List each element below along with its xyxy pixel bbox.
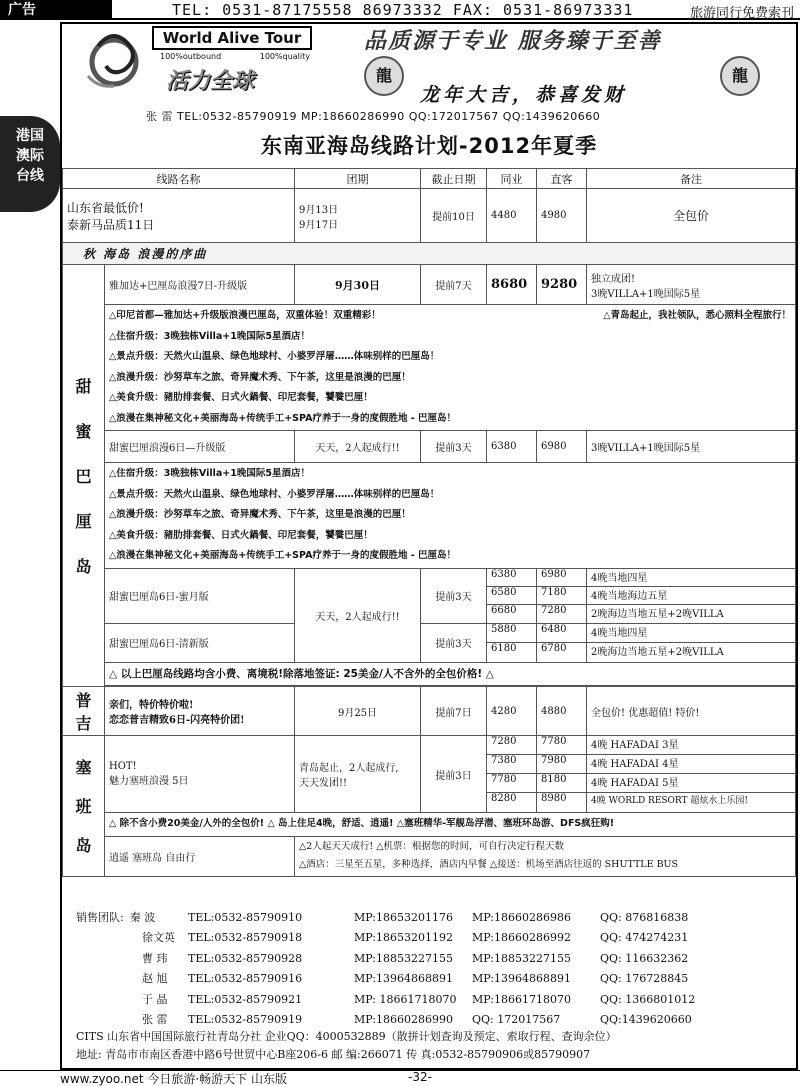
sales-qq: QQ: 176728845 [600, 972, 689, 986]
region-label [63, 736, 105, 877]
col-header: 备注 [587, 169, 796, 189]
trade-price: 6380 [487, 431, 537, 463]
sales-tel: TEL:0532-85790921 [188, 992, 303, 1006]
sales-tel: TEL:0532-85790918 [188, 931, 303, 945]
route-date: 9月25日 [295, 687, 421, 736]
trade-price: 8680 [487, 265, 537, 305]
route-deadline: 提前7天 [421, 265, 487, 305]
route-date: 天天，2人起成行!! [295, 568, 421, 662]
route-date [295, 189, 421, 243]
sales-tel: TEL:0532-85790919 [188, 1013, 303, 1027]
route-note: 2晚海边当地五星+2晚VILLA [591, 608, 724, 620]
side-tab-line: 台线 [16, 168, 44, 184]
company-info: CITS 山东省中国国际旅行社青岛分社 企业QQ：4000532889（散拼计划查询及预定、索取行程、查询余位） [76, 1030, 617, 1043]
note-line: △美食升级：豬肋排套餐、日式火鍋餐、印尼套餐，饕餮巴厘！ [109, 392, 373, 403]
col-header: 团期 [295, 169, 421, 189]
retail-price: 4980 [537, 189, 587, 243]
sales-mobile: MP:18653201192 [354, 931, 453, 945]
sales-row [76, 990, 695, 1010]
route-name [63, 189, 295, 243]
sales-row [76, 949, 695, 969]
route-date-line: 青岛起止，2人起成行, [299, 763, 399, 774]
retail-price: 8180 [537, 774, 587, 792]
trade-price: 6380 [487, 569, 537, 586]
sales-row [76, 969, 695, 989]
retail-price: 9280 [537, 265, 587, 305]
route-note: 2晚海边当地五星+2晚VILLA [591, 646, 724, 658]
retail-price: 7980 [537, 755, 587, 773]
note-line: △景点升级：天然火山温泉、绿色地球村、小婆罗浮屠……体味别样的巴厘岛！ [109, 488, 440, 500]
table-row[interactable] [63, 736, 796, 813]
dragon-icon: 龍 [720, 56, 760, 96]
feature-notes [105, 305, 796, 431]
sales-mobile: MP:18660286986 [472, 911, 571, 924]
price-note: △ 以上巴厘岛线路均含小费、离境税!除落地签证: 25美金/人不含外的全包价格! △ [105, 662, 796, 686]
route-name-line: 魅力塞班浪漫 5日 [109, 776, 189, 787]
trade-price: 7280 [487, 736, 537, 754]
route-date-line: 天天发团!! [299, 778, 348, 789]
price-subrow [487, 736, 795, 755]
route-note: 4晚 WORLD RESORT 超炫水上乐园! [591, 796, 749, 806]
slogan: 品质源于专业 服务臻于至善 [364, 28, 662, 54]
route-name [105, 687, 295, 736]
logo-swirl-icon [78, 26, 150, 92]
sales-mobile: MP:18660286990 [354, 1013, 453, 1027]
route-note: 4晚 HAFADAI 4星 [591, 759, 679, 770]
sales-qq: QQ: 116632362 [600, 951, 689, 965]
route-date-line: 9月13日 [299, 204, 339, 216]
price-note: △ 除不含小费20美金/人外的全包价! △ 岛上住足4晚，舒适、逍遥! △塞班精华-军舰岛浮潜、塞班环岛游、DFS疯狂购! [105, 813, 796, 837]
table-row[interactable] [63, 836, 796, 876]
sales-name: 张 雷 [142, 1013, 168, 1027]
route-note [295, 836, 796, 876]
sales-qq: QQ: 1366801012 [600, 992, 696, 1006]
logo-tagline-right: 100%quality [259, 52, 310, 61]
retail-price: 7780 [537, 736, 587, 754]
ad-tag: 广告 [0, 0, 112, 20]
side-tab-line: 港国 [16, 128, 44, 144]
col-header: 线路名称 [63, 169, 295, 189]
note-text: △印尼首都—雅加达+升级版浪漫巴厘岛，双重体验！双重精彩！ [109, 310, 381, 321]
price-subrow [487, 755, 795, 774]
sales-mobile: MP:18853227155 [354, 951, 453, 965]
logo-tagline [160, 52, 310, 61]
price-subrow [487, 774, 795, 793]
region-char: 巴 [75, 467, 92, 486]
price-subtable [487, 568, 796, 623]
contact-top: 张 雷 TEL:0532-85790919 MP:18660286990 QQ:172017567 QQ:1439620660 [146, 110, 601, 123]
price-subrow [487, 643, 795, 662]
sales-team [76, 908, 695, 1030]
header-phone-line: TEL: 0531-87175558 86973332 FAX: 0531-86973331 [172, 1, 634, 19]
retail-price: 6980 [537, 569, 587, 586]
region-char: 岛 [75, 836, 92, 856]
table-row[interactable] [63, 265, 796, 305]
note-line: △美食升级：豬肋排套餐、日式火鍋餐、印尼套餐，饕餮巴厘！ [109, 529, 373, 541]
route-note: 全包价 [587, 189, 796, 243]
sales-mobile: MP:18661718070 [472, 992, 571, 1006]
section-heading: 秋 海岛 浪漫的序曲 [63, 243, 796, 265]
retail-price: 7280 [537, 605, 587, 623]
side-tab[interactable] [0, 116, 60, 212]
region-label [63, 265, 105, 687]
retail-price: 7180 [537, 587, 587, 604]
route-table [62, 168, 796, 877]
price-subtable [487, 623, 796, 662]
route-note: 全包价! 优惠超值! 特价! [587, 687, 796, 736]
col-header: 同业 [487, 169, 537, 189]
route-date: 9月30日 [295, 265, 421, 305]
route-name: 甜蜜巴厘岛6日-清新版 [105, 623, 295, 662]
sales-qq: QQ:1439620660 [600, 1013, 692, 1027]
route-name [105, 736, 295, 813]
route-note-line: 独立成团! [591, 273, 636, 285]
sales-mobile: MP: 18661718070 [354, 992, 457, 1006]
sales-qq: QQ: 172017567 [472, 1013, 561, 1027]
price-subrow [487, 569, 795, 587]
price-subrow [487, 605, 795, 623]
col-header: 截止日期 [421, 169, 487, 189]
route-deadline: 提前3天 [421, 623, 487, 662]
price-subtable [487, 736, 796, 813]
note-line: △住宿升级：3晚独栋Villa+1晚国际5星酒店！ [109, 468, 310, 479]
route-note: 4晚当地四星 [591, 572, 648, 584]
route-deadline: 提前10日 [421, 189, 487, 243]
retail-price: 8980 [537, 793, 587, 812]
route-note-line: △酒店：三星至五星，多种选择，酒店内早餐 △接送：机场至酒店往返的 SHUTTLE BUS [299, 859, 679, 870]
route-name: 甜蜜巴厘岛6日-蜜月版 [105, 568, 295, 623]
retail-price: 6480 [537, 624, 587, 642]
sales-name: 徐文英 [142, 931, 175, 945]
route-name-line: HOT! [109, 761, 137, 772]
region-char: 蜜 [75, 422, 92, 441]
company-address: 地址: 青岛市市南区香港中路6号世贸中心B座206-6 邮 编:266071 传 真:0532-85790906或85790907 [76, 1048, 591, 1061]
route-name-line: 恋恋普吉精致6日-闪亮特价团! [109, 715, 245, 726]
table-row[interactable] [63, 431, 796, 463]
region-char: 岛 [75, 557, 92, 576]
route-note-line: △2人起天天成行! △机票：根据您的时间，可自行决定行程天数 [299, 841, 564, 852]
route-deadline: 提前7日 [421, 687, 487, 736]
note-line: △浪漫升级：沙努草车之旅、奇异魔术秀、下午茶，这里是浪漫的巴厘！ [109, 509, 411, 520]
route-date [295, 736, 421, 813]
route-note-line: 3晚VILLA+1晚国际5星 [591, 288, 701, 300]
note-line: △浪漫升级：沙努草车之旅、奇异魔术秀、下午茶，这里是浪漫的巴厘！ [109, 371, 411, 383]
side-tab-line: 澳际 [16, 148, 44, 164]
sales-qq: QQ: 474274231 [600, 931, 689, 945]
route-name-line: 泰新马品质11日 [67, 217, 155, 232]
trade-price: 7780 [487, 774, 537, 792]
sales-mobile: MP:18653201176 [354, 911, 453, 924]
route-name: 甜蜜巴厘浪漫6日—升级版 [105, 431, 295, 463]
price-subrow [487, 624, 795, 643]
sales-name: 秦 波 [129, 911, 156, 924]
price-subrow [487, 587, 795, 605]
route-deadline: 提前3天 [421, 568, 487, 623]
sales-row [76, 908, 695, 928]
region-char: 班 [75, 797, 92, 817]
footer-site[interactable]: www.zyoo.net 今日旅游·畅游天下 山东版 [60, 1072, 287, 1086]
sales-tel: TEL:0532-85790928 [188, 951, 303, 965]
table-row[interactable] [63, 189, 796, 243]
route-date: 天天，2人起成行!! [295, 431, 421, 463]
sales-tel: TEL:0532-85790916 [188, 972, 303, 986]
dragon-icon: 龍 [364, 56, 404, 96]
index-label: 旅游同行免费索刊 [689, 6, 794, 21]
region-char: 甜 [75, 377, 92, 396]
region-char: 塞 [75, 758, 92, 778]
note-line: △浪漫在集神秘文化+美丽海岛+传统手工+SPA疗养于一身的度假胜地 - 巴厘岛！ [109, 412, 457, 424]
sales-mobile: MP:13964868891 [472, 972, 571, 986]
trade-price: 4480 [487, 189, 537, 243]
trade-price: 6180 [487, 643, 537, 662]
page-number: -32- [408, 1070, 432, 1084]
region-char: 厘 [75, 512, 92, 531]
sales-name: 赵 旭 [142, 972, 168, 986]
note-line: △住宿升级：3晚独栋Villa+1晚国际5星酒店！ [109, 330, 310, 342]
trade-price: 4280 [487, 687, 537, 736]
table-row[interactable] [63, 568, 796, 623]
route-deadline: 提前3天 [421, 431, 487, 463]
trade-price: 8280 [487, 793, 537, 812]
sales-tel: TEL:0532-85790910 [188, 911, 303, 924]
route-note: 4晚当地四星 [591, 627, 648, 639]
sales-mobile: MP:18853227155 [472, 951, 571, 965]
note-text: △青岛起止，我社领队，悉心照料全程旅行！ [603, 310, 791, 321]
greeting: 龙年大吉，恭喜发财 [420, 84, 628, 106]
route-name-line: 亲们，特价特价啦! [109, 700, 194, 711]
route-name-line: 山东省最低价! [67, 200, 144, 215]
route-name: 雅加达+巴厘岛浪漫7日-升级版 [105, 265, 295, 305]
trade-price: 7380 [487, 755, 537, 773]
sales-name: 曹 玮 [142, 951, 168, 965]
sales-row [76, 928, 695, 948]
route-note: 4晚 HAFADAI 3星 [591, 740, 679, 751]
route-name: 逍遥 塞班岛 自由行 [105, 836, 295, 876]
route-note: 3晚VILLA+1晚国际5星 [587, 431, 796, 463]
note-line: △景点升级：天然火山温泉、绿色地球村、小婆罗浮屠……体味别样的巴厘岛！ [109, 351, 440, 362]
feature-notes [105, 463, 796, 569]
col-header: 直客 [537, 169, 587, 189]
region-char: 普 [75, 691, 92, 710]
route-note [587, 265, 796, 305]
table-row[interactable] [63, 623, 796, 662]
logo-chinese: 活力全球 [166, 69, 255, 94]
sales-person [76, 908, 188, 928]
trade-price: 6580 [487, 587, 537, 604]
table-header-row [63, 169, 796, 189]
route-note: 4晚 HAFADAI 5星 [591, 778, 679, 789]
route-note: 4晚当地海边五星 [591, 590, 668, 602]
sales-qq: QQ: 876816838 [600, 911, 689, 924]
note-line [109, 306, 791, 327]
route-deadline: 提前3日 [421, 736, 487, 813]
price-subrow [487, 793, 795, 812]
page-title: 东南亚海岛线路计划-2012年夏季 [260, 134, 598, 158]
retail-price: 6780 [537, 643, 587, 662]
table-row[interactable] [63, 687, 796, 736]
trade-price: 5880 [487, 624, 537, 642]
retail-price: 4880 [537, 687, 587, 736]
sales-name: 于 晶 [142, 992, 168, 1006]
logo-tagline-left: 100%outbound [160, 52, 222, 61]
region-char: 吉 [75, 714, 92, 733]
sales-mobile: MP:18660286992 [472, 931, 571, 945]
region-label [63, 687, 105, 736]
logo-brand: World Alive Tour [152, 26, 312, 50]
retail-price: 6980 [537, 431, 587, 463]
sales-mobile: MP:13964868891 [354, 972, 453, 986]
sales-label: 销售团队: [76, 911, 124, 924]
trade-price: 6680 [487, 605, 537, 623]
note-line: △浪漫在集神秘文化+美丽海岛+传统手工+SPA疗养于一身的度假胜地 - 巴厘岛！ [109, 550, 457, 561]
route-date-line: 9月17日 [299, 219, 339, 231]
